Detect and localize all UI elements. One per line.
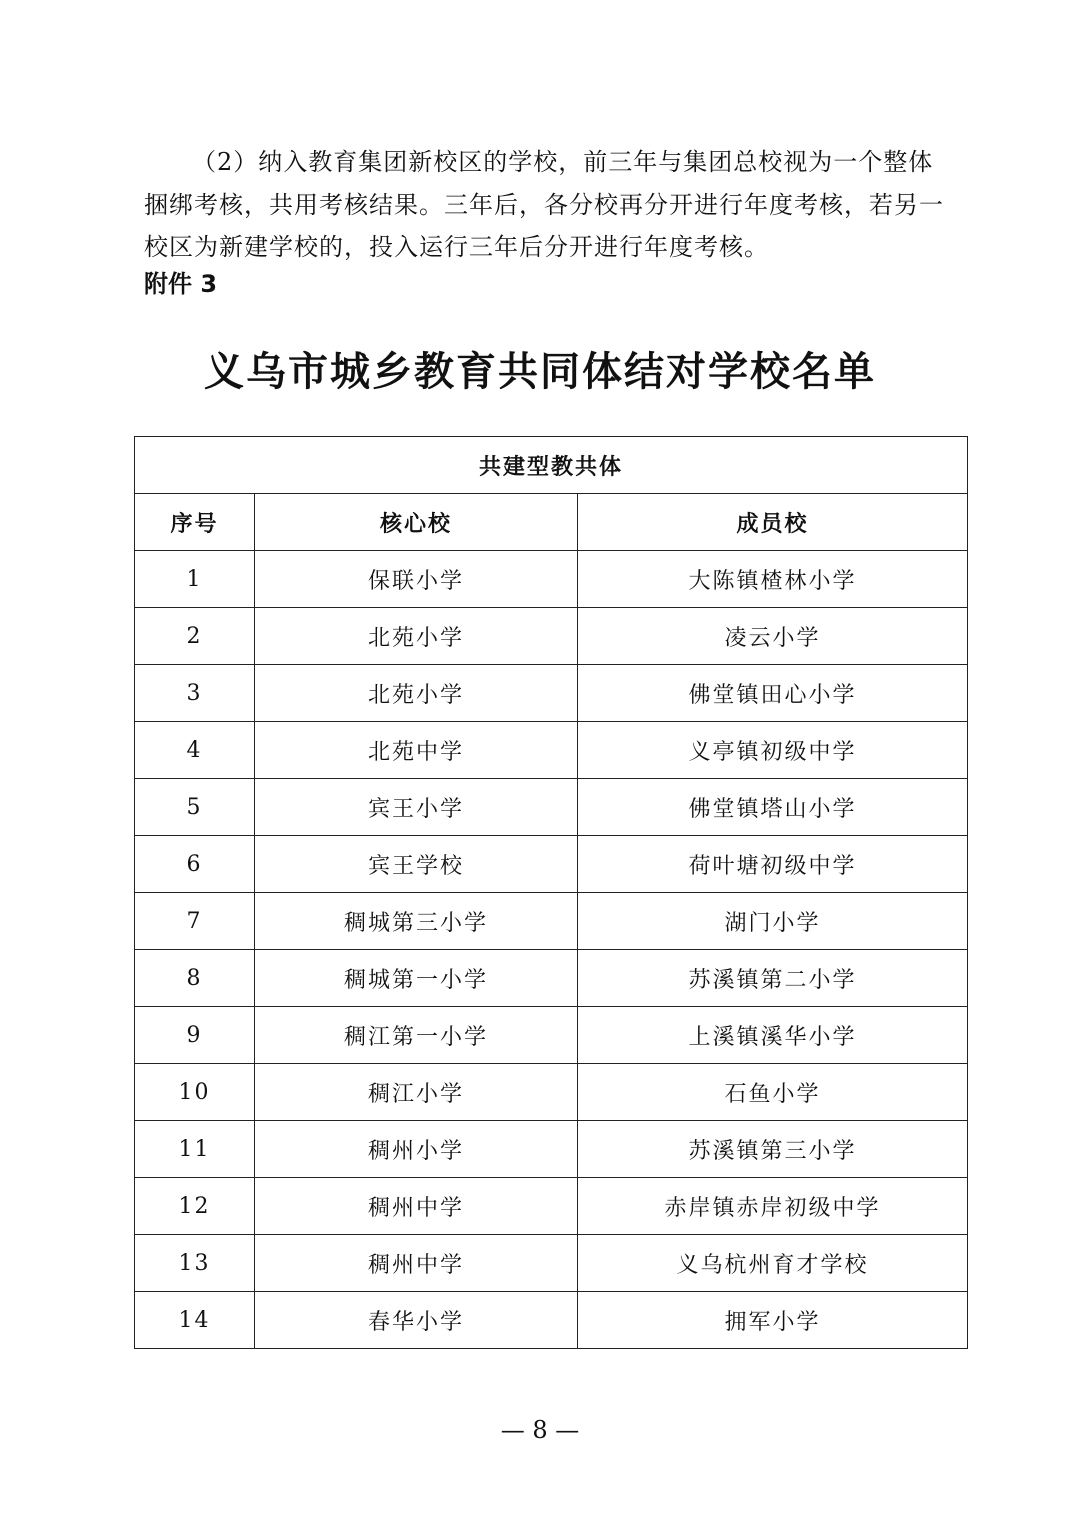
cell-index: 2 bbox=[135, 608, 255, 665]
table-row bbox=[135, 779, 968, 836]
cell-core-school: 稠州小学 bbox=[255, 1121, 578, 1178]
table-row bbox=[135, 1007, 968, 1064]
cell-member-school: 大陈镇楂林小学 bbox=[578, 551, 968, 608]
cell-core-school: 稠州中学 bbox=[255, 1235, 578, 1292]
cell-core-school: 宾王小学 bbox=[255, 779, 578, 836]
school-pairing-table bbox=[134, 436, 968, 1349]
cell-index: 12 bbox=[135, 1178, 255, 1235]
cell-member-school: 苏溪镇第三小学 bbox=[578, 1121, 968, 1178]
cell-index: 11 bbox=[135, 1121, 255, 1178]
cell-member-school: 拥军小学 bbox=[578, 1292, 968, 1349]
cell-member-school: 石鱼小学 bbox=[578, 1064, 968, 1121]
paragraph-line-3: 校区为新建学校的，投入运行三年后分开进行年度考核。 bbox=[144, 233, 769, 261]
table-row bbox=[135, 1178, 968, 1235]
cell-core-school: 稠城第三小学 bbox=[255, 893, 578, 950]
cell-member-school: 赤岸镇赤岸初级中学 bbox=[578, 1178, 968, 1235]
cell-member-school: 佛堂镇田心小学 bbox=[578, 665, 968, 722]
table-row bbox=[135, 1292, 968, 1349]
cell-index: 8 bbox=[135, 950, 255, 1007]
table-row bbox=[135, 665, 968, 722]
cell-member-school: 义乌杭州育才学校 bbox=[578, 1235, 968, 1292]
table-row bbox=[135, 551, 968, 608]
cell-index: 1 bbox=[135, 551, 255, 608]
page-title: 义乌市城乡教育共同体结对学校名单 bbox=[204, 349, 876, 395]
cell-member-school: 义亭镇初级中学 bbox=[578, 722, 968, 779]
cell-index: 9 bbox=[135, 1007, 255, 1064]
cell-core-school: 稠城第一小学 bbox=[255, 950, 578, 1007]
cell-member-school: 凌云小学 bbox=[578, 608, 968, 665]
cell-index: 7 bbox=[135, 893, 255, 950]
cell-core-school: 保联小学 bbox=[255, 551, 578, 608]
table-row bbox=[135, 950, 968, 1007]
table-row bbox=[135, 836, 968, 893]
table-group-header: 共建型教共体 bbox=[135, 437, 968, 494]
cell-member-school: 荷叶塘初级中学 bbox=[578, 836, 968, 893]
attachment-label: 附件 3 bbox=[144, 270, 218, 298]
cell-index: 6 bbox=[135, 836, 255, 893]
table-row bbox=[135, 893, 968, 950]
table-row bbox=[135, 1235, 968, 1292]
cell-core-school: 北苑小学 bbox=[255, 665, 578, 722]
cell-member-school: 苏溪镇第二小学 bbox=[578, 950, 968, 1007]
cell-core-school: 春华小学 bbox=[255, 1292, 578, 1349]
cell-index: 10 bbox=[135, 1064, 255, 1121]
paragraph-line-1-text: （2）纳入教育集团新校区的学校，前三年与集团总校视为一个整体 bbox=[192, 148, 934, 176]
cell-index: 3 bbox=[135, 665, 255, 722]
column-header-member-school: 成员校 bbox=[578, 494, 968, 551]
column-header-index: 序号 bbox=[135, 494, 255, 551]
page-number: — 8 — bbox=[500, 1416, 580, 1444]
cell-core-school: 宾王学校 bbox=[255, 836, 578, 893]
cell-core-school: 北苑小学 bbox=[255, 608, 578, 665]
cell-core-school: 稠江第一小学 bbox=[255, 1007, 578, 1064]
cell-index: 4 bbox=[135, 722, 255, 779]
column-header-core-school: 核心校 bbox=[255, 494, 578, 551]
cell-member-school: 佛堂镇塔山小学 bbox=[578, 779, 968, 836]
cell-index: 5 bbox=[135, 779, 255, 836]
cell-member-school: 上溪镇溪华小学 bbox=[578, 1007, 968, 1064]
table-column-header-row bbox=[135, 494, 968, 551]
cell-core-school: 稠州中学 bbox=[255, 1178, 578, 1235]
table-group-header-row bbox=[135, 437, 968, 494]
cell-index: 13 bbox=[135, 1235, 255, 1292]
cell-core-school: 北苑中学 bbox=[255, 722, 578, 779]
cell-member-school: 湖门小学 bbox=[578, 893, 968, 950]
table-row bbox=[135, 608, 968, 665]
table-row bbox=[135, 722, 968, 779]
cell-index: 14 bbox=[135, 1292, 255, 1349]
paragraph-line-1 bbox=[144, 141, 964, 183]
table-row bbox=[135, 1064, 968, 1121]
cell-core-school: 稠江小学 bbox=[255, 1064, 578, 1121]
table-row bbox=[135, 1121, 968, 1178]
paragraph-line-2: 捆绑考核，共用考核结果。三年后，各分校再分开进行年度考核，若另一 bbox=[144, 191, 944, 219]
table-body bbox=[135, 551, 968, 1349]
